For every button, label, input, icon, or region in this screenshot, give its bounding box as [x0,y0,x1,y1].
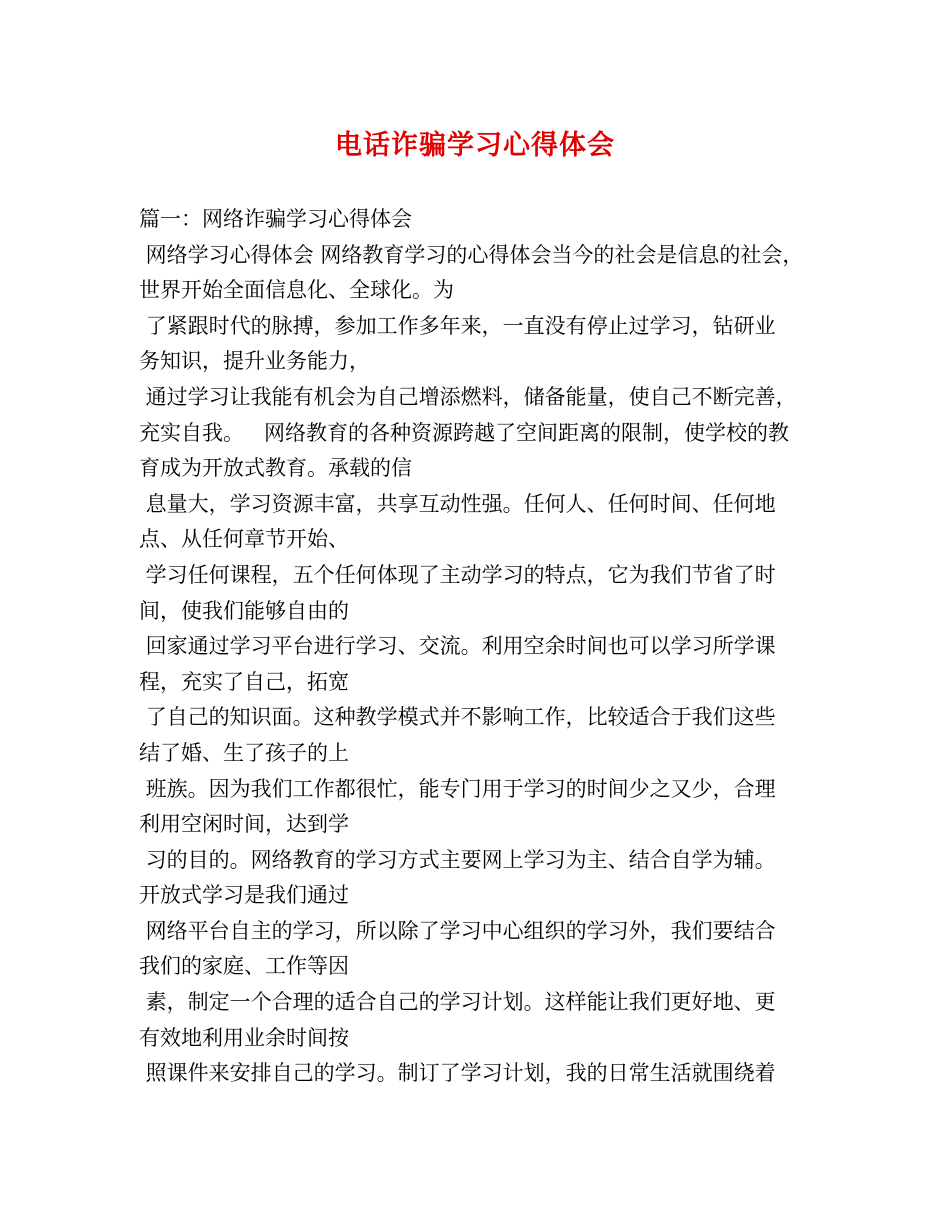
body-text-line: 网络学习心得体会 网络教育学习的心得体会当今的社会是信息的社会， [139,242,804,267]
body-text-line: 通过学习让我能有机会为自己增添燃料，储备能量，使自己不断完善， [139,384,797,409]
body-text-line: 程，充实了自己，拓宽 [139,669,349,694]
body-text-line: 网络平台自主的学习，所以除了学习中心组织的学习外，我们要结合 [139,918,776,943]
body-text-line: 了紧跟时代的脉搏，参加工作多年来，一直没有停止过学习，钻研业 [139,313,776,338]
body-text-line: 育成为开放式教育。承载的信 [139,456,412,481]
body-text-line: 有效地利用业余时间按 [139,1025,349,1050]
body-text-line: 息量大，学习资源丰富，共享互动性强。任何人、任何时间、任何地 [139,491,776,516]
body-text-line: 篇一：网络诈骗学习心得体会 [139,207,412,231]
body-text-line: 我们的家庭、工作等因 [139,954,349,979]
body-text-line: 素，制定一个合理的适合自己的学习计划。这样能让我们更好地、更 [139,990,776,1015]
body-text-line: 点、从任何章节开始、 [139,527,349,552]
body-text-line: 间，使我们能够自由的 [139,598,349,623]
body-text-line: 照课件来安排自己的学习。制订了学习计划，我的日常生活就围绕着 [139,1061,776,1086]
document-title: 电话诈骗学习心得体会 [335,130,615,161]
body-text-line: 了自己的知识面。这种教学模式并不影响工作，比较适合于我们这些 [139,705,776,730]
body-text-line: 回家通过学习平台进行学习、交流。利用空余时间也可以学习所学课 [139,634,776,659]
body-text-line: 学习任何课程，五个任何体现了主动学习的特点，它为我们节省了时 [139,562,776,587]
body-text-line: 务知识，提升业务能力， [139,349,370,374]
body-text-line: 结了婚、生了孩子的上 [139,740,349,765]
body-text-line: 利用空闲时间，达到学 [139,812,349,837]
document-body [139,202,819,1092]
body-text-line: 班族。因为我们工作都很忙，能专门用于学习的时间少之又少，合理 [139,776,776,801]
body-text-line: 习的目的。网络教育的学习方式主要网上学习为主、结合自学为辅。 [139,847,776,872]
body-text-line: 充实自我。 网络教育的各种资源跨越了空间距离的限制，使学校的教 [139,420,790,445]
body-text-line: 开放式学习是我们通过 [139,883,349,908]
body-text-line: 世界开始全面信息化、全球化。为 [139,278,454,303]
